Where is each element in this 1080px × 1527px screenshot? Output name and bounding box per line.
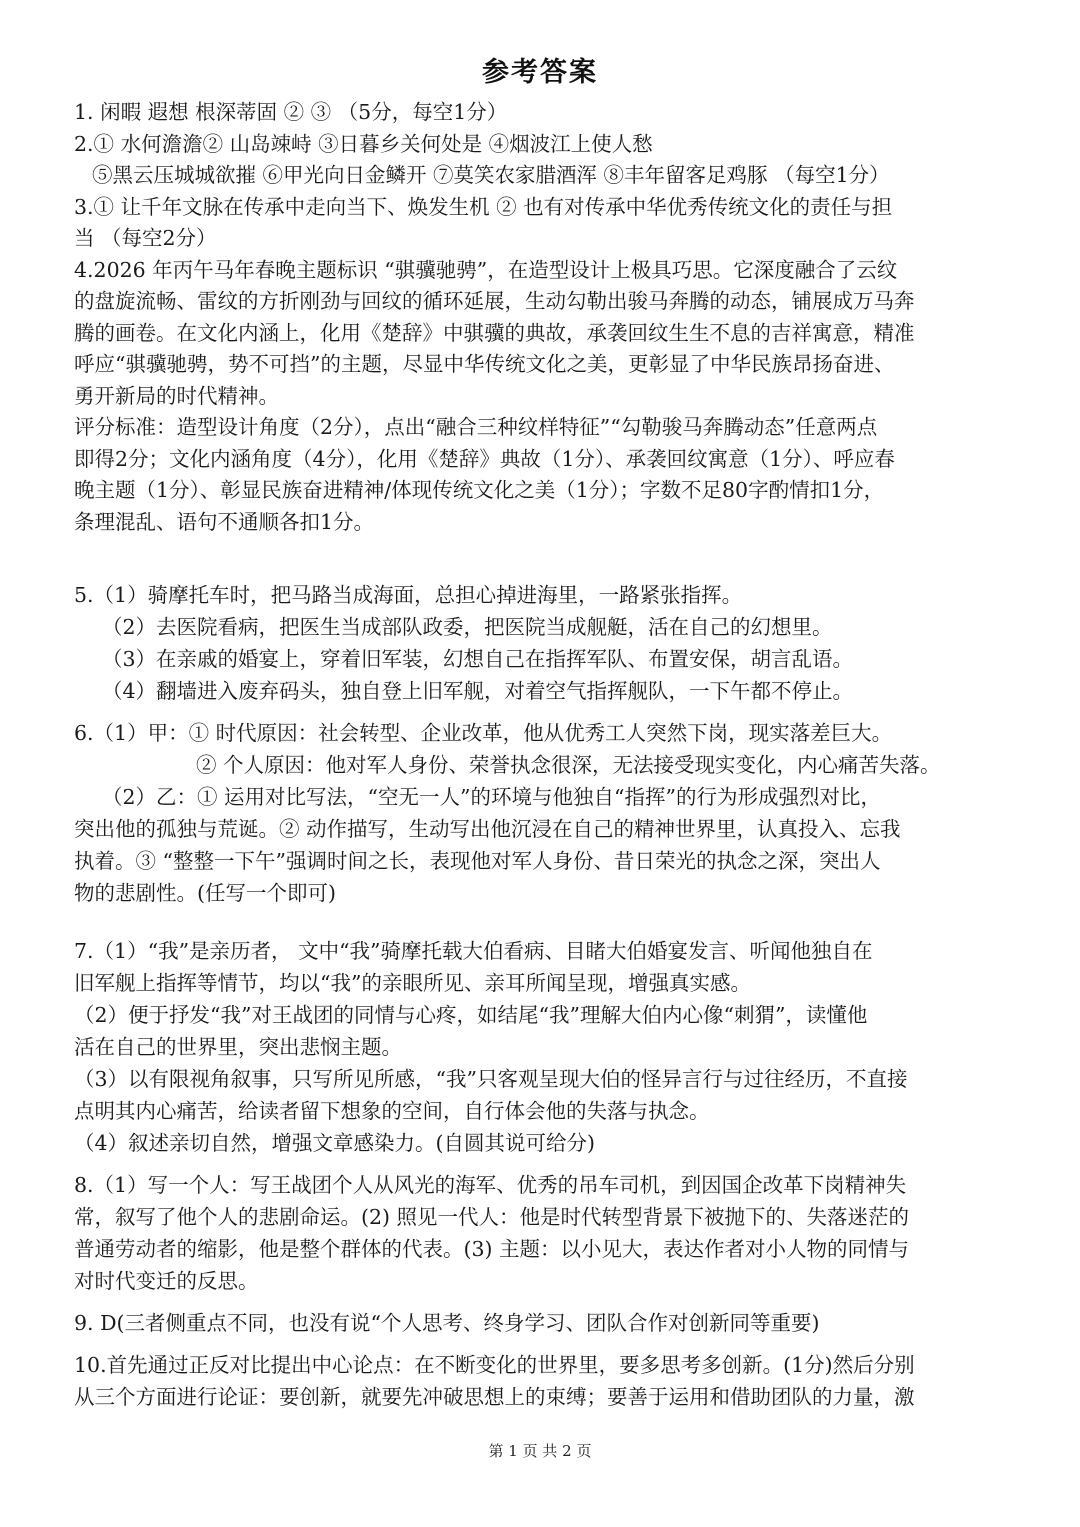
answer-line: 的盘旋流畅、雷纹的方折刚劲与回纹的循环延展，生动勾勒出骏马奔腾的动态，铺展成万马奔 bbox=[74, 289, 915, 313]
answer-line: 8.（1）写一个人：写王战团个人从风光的海军、优秀的吊车司机，到因国企改革下岗精神失 bbox=[74, 1173, 907, 1197]
answer-line: 腾的画卷。在文化内涵上，化用《楚辞》中骐骥的典故，承袭回纹生生不息的吉祥寓意，精准 bbox=[74, 321, 915, 345]
answer-line: 即得2分；文化内涵角度（4分），化用《楚辞》典故（1分）、承袭回纹寓意（1分）、呼应春 bbox=[74, 447, 895, 471]
answer-line: （2）乙：① 运用对比写法，“空无一人”的环境与他独自“指挥”的行为形成强烈对比， bbox=[102, 785, 881, 809]
answer-line: 4.2026 年丙午马年春晚主题标识 “骐骥驰骋”，在造型设计上极具巧思。它深度融合了云纹 bbox=[74, 258, 898, 282]
answer-line: 点明其内心痛苦，给读者留下想象的空间，自行体会他的失落与执念。 bbox=[74, 1099, 710, 1123]
answer-line: （2）去医院看病，把医生当成部队政委，把医院当成舰艇，活在自己的幻想里。 bbox=[102, 615, 833, 639]
answer-line: 10.首先通过正反对比提出中心论点：在不断变化的世界里，要多思考多创新。(1分)然后分别 bbox=[74, 1353, 915, 1377]
answer-line: 物的悲剧性。(任写一个即可) bbox=[74, 881, 336, 905]
answer-line: 普通劳动者的缩影，他是整个群体的代表。(3) 主题：以小见大，表达作者对小人物的同情与 bbox=[74, 1237, 910, 1261]
answer-line: 7.（1）“我”是亲历者， 文中“我”骑摩托载大伯看病、目睹大伯婚宴发言、听闻他独自在 bbox=[74, 939, 873, 963]
answer-line: ② 个人原因：他对军人身份、荣誉执念很深，无法接受现实变化，内心痛苦失落。 bbox=[196, 753, 941, 777]
answer-line: （2）便于抒发“我”对王战团的同情与心疼，如结尾“我”理解大伯内心像“刺猬”，读懂他 bbox=[74, 1003, 868, 1027]
answer-line: 5.（1）骑摩托车时，把马路当成海面，总担心掉进海里，一路紧张指挥。 bbox=[74, 583, 743, 607]
answer-line: （3）在亲戚的婚宴上，穿着旧军装，幻想自己在指挥军队、布置安保，胡言乱语。 bbox=[102, 647, 854, 671]
answer-line: 评分标准：造型设计角度（2分），点出“融合三种纹样特征”“勾勒骏马奔腾动态”任意两点 bbox=[74, 415, 878, 439]
answer-line: 晚主题（1分）、彰显民族奋进精神/体现传统文化之美（1分）；字数不足80字酌情扣1分， bbox=[74, 478, 885, 502]
answer-line: 勇开新局的时代精神。 bbox=[74, 384, 279, 408]
answer-line: 执着。③ “整整一下午”强调时间之长，表现他对军人身份、昔日荣光的执念之深，突出人 bbox=[74, 849, 881, 873]
answer-line: （3）以有限视角叙事，只写所见所感，“我”只客观呈现大伯的怪异言行与过往经历，不直接 bbox=[74, 1067, 908, 1091]
answer-line: 2.① 水何澹澹② 山岛竦峙 ③日暮乡关何处是 ④烟波江上使人愁 bbox=[74, 132, 653, 156]
answer-line: 条理混乱、语句不通顺各扣1分。 bbox=[74, 510, 375, 534]
answer-line: 活在自己的世界里，突出悲悯主题。 bbox=[74, 1035, 402, 1059]
answer-line: 1. 闲暇 遐想 根深蒂固 ② ③ （5分，每空1分） bbox=[74, 100, 508, 124]
answer-line: 9. D(三者侧重点不同，也没有说“个人思考、终身学习、团队合作对创新同等重要) bbox=[74, 1311, 820, 1335]
answer-line: 从三个方面进行论证：要创新，就要先冲破思想上的束缚；要善于运用和借助团队的力量，激 bbox=[74, 1385, 915, 1409]
answer-line: （4）叙述亲切自然，增强文章感染力。(自圆其说可给分) bbox=[74, 1131, 596, 1155]
answer-line: 突出他的孤独与荒诞。② 动作描写，生动写出他沉浸在自己的精神世界里，认真投入、忘我 bbox=[74, 817, 901, 841]
page-title: 参考答案 bbox=[482, 57, 598, 88]
answer-line: 常，叙写了他个人的悲剧命运。(2) 照见一代人：他是时代转型背景下被抛下的、失落迷茫的 bbox=[74, 1205, 910, 1229]
answer-line: 当 （每空2分） bbox=[74, 226, 217, 250]
answer-line: 旧军舰上指挥等情节，均以“我”的亲眼所见、亲耳所闻呈现，增强真实感。 bbox=[74, 971, 751, 995]
answer-line: 3.① 让千年文脉在传承中走向当下、焕发生机 ② 也有对传承中华优秀传统文化的责任与担 bbox=[74, 195, 893, 219]
answer-line: ⑤黑云压城城欲摧 ⑥甲光向日金鳞开 ⑦莫笑农家腊酒浑 ⑧丰年留客足鸡豚 （每空1分） bbox=[92, 163, 890, 187]
answer-line: 对时代变迁的反思。 bbox=[74, 1269, 259, 1293]
answer-line: 6.（1）甲：① 时代原因：社会转型、企业改革，他从优秀工人突然下岗，现实落差巨大。 bbox=[74, 721, 893, 745]
page-footer: 第 1 页 共 2 页 bbox=[488, 1442, 592, 1460]
answer-line: （4）翻墙进入废弃码头，独自登上旧军舰，对着空气指挥舰队，一下午都不停止。 bbox=[102, 679, 854, 703]
answer-line: 呼应“骐骥驰骋，势不可挡”的主题，尽显中华传统文化之美，更彰显了中华民族昂扬奋进、 bbox=[74, 352, 895, 376]
